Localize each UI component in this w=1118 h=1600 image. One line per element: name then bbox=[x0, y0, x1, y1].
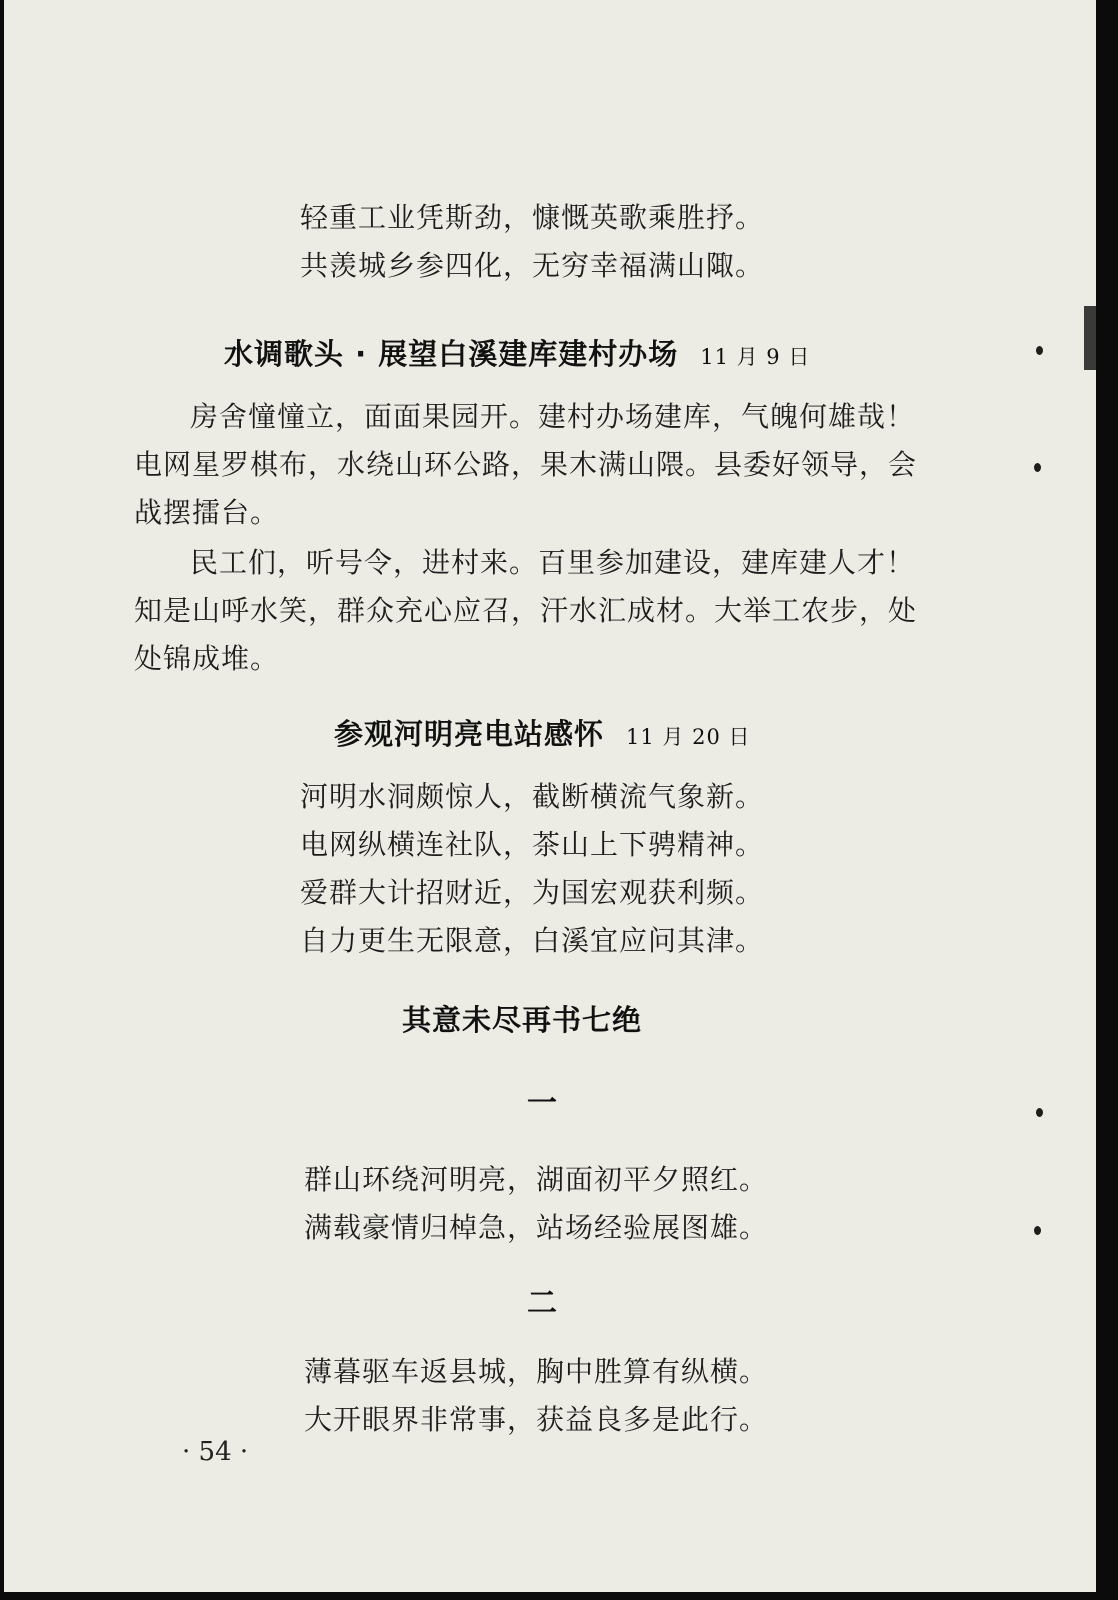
poem-line: 河明水洞颇惊人，截断横流气象新。 bbox=[300, 780, 765, 813]
section-date: 11 月 9 日 bbox=[700, 345, 811, 369]
prose-line: 处锦成堆。 bbox=[134, 642, 280, 675]
prose-line: 电网星罗棋布，水绕山环公路，果木满山隈。县委好领导，会 bbox=[134, 448, 918, 481]
page-edge-tab bbox=[1084, 306, 1096, 370]
punch-hole bbox=[1034, 463, 1041, 472]
prose-line: 民工们，听号令，进村来。百里参加建设，建库建人才！ bbox=[190, 546, 916, 579]
poem-line: 电网纵横连社队，茶山上下骋精神。 bbox=[300, 828, 765, 861]
document-page bbox=[4, 0, 1096, 1592]
prose-line: 知是山呼水笑，群众充心应召，汗水汇成材。大举工农步，处 bbox=[134, 594, 918, 627]
section-title bbox=[402, 998, 642, 1039]
poem-line: 薄暮驱车返县城，胸中胜算有纵横。 bbox=[304, 1355, 769, 1388]
poem-line: 群山环绕河明亮，湖面初平夕照红。 bbox=[304, 1163, 769, 1196]
section-title-text: 水调歌头 · 展望白溪建库建村办场 bbox=[224, 337, 679, 371]
section-title bbox=[224, 332, 810, 373]
part-numeral: 一 bbox=[527, 1086, 557, 1121]
punch-hole bbox=[1034, 1226, 1041, 1235]
poem-line: 大开眼界非常事，获益良多是此行。 bbox=[304, 1403, 769, 1436]
punch-hole bbox=[1036, 346, 1043, 355]
prose-line: 房舍憧憧立，面面果园开。建村办场建库，气魄何雄哉！ bbox=[190, 400, 916, 433]
part-numeral: 二 bbox=[527, 1286, 557, 1321]
prose-line: 战摆擂台。 bbox=[134, 496, 280, 529]
poem-line: 自力更生无限意，白溪宜应问其津。 bbox=[300, 924, 765, 957]
section-title-text: 参观河明亮电站感怀 bbox=[334, 717, 605, 751]
poem-line: 爱群大计招财近，为国宏观获利频。 bbox=[300, 876, 765, 909]
punch-hole bbox=[1036, 1108, 1043, 1117]
poem-line: 共羡城乡参四化，无穷幸福满山陬。 bbox=[300, 249, 765, 282]
page-number: · 54 · bbox=[182, 1437, 249, 1467]
section-title bbox=[334, 712, 751, 753]
poem-line: 轻重工业凭斯劲，慷慨英歌乘胜抒。 bbox=[300, 201, 765, 234]
poem-line: 满载豪情归棹急，站场经验展图雄。 bbox=[304, 1211, 769, 1244]
section-date: 11 月 20 日 bbox=[626, 725, 751, 749]
section-title-text: 其意未尽再书七绝 bbox=[402, 1003, 643, 1037]
